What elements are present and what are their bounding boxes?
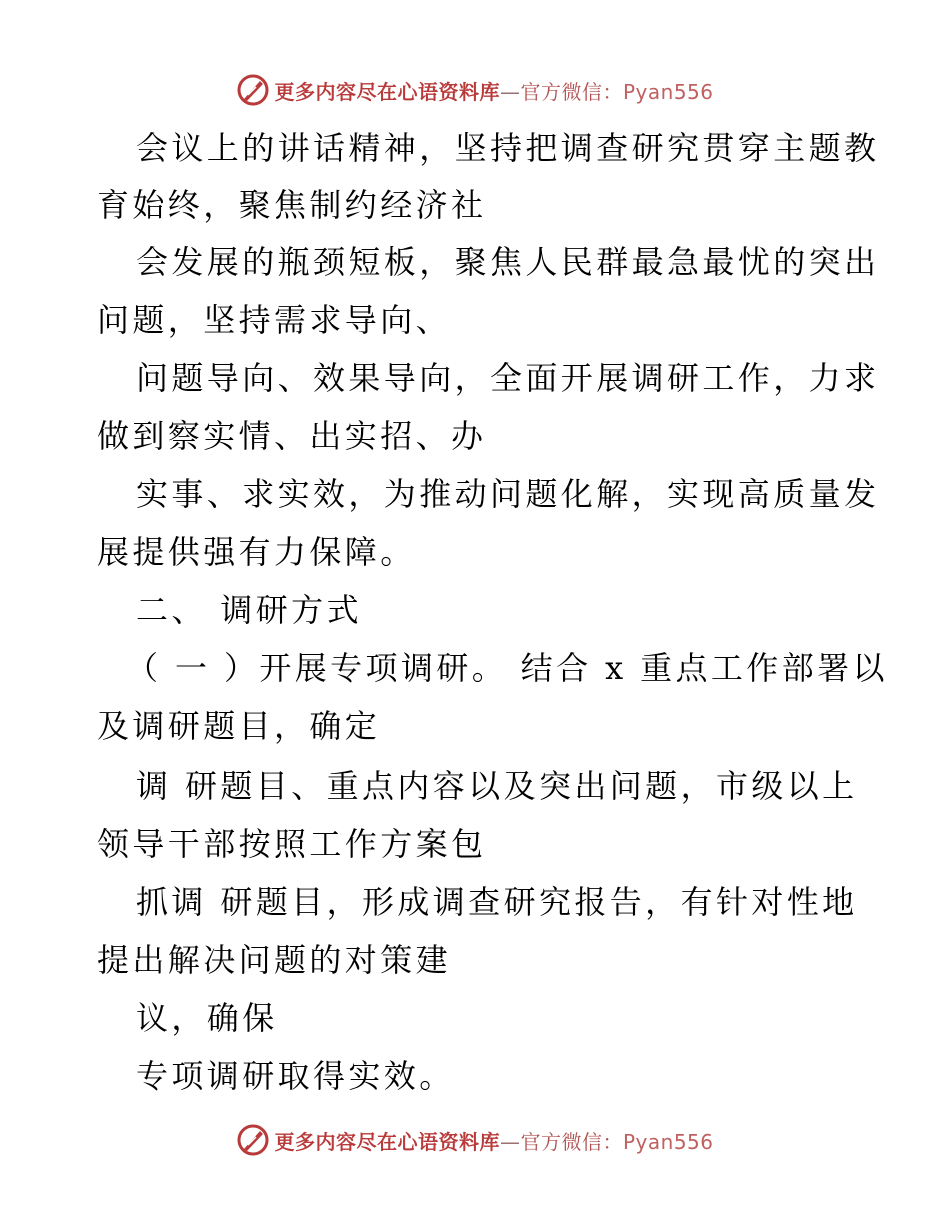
body-line: 专项调研取得实效。 — [136, 1057, 455, 1095]
footer-watermark — [0, 1122, 950, 1158]
watermark-wechat-id: Pyan556 — [622, 79, 714, 104]
body-line: 议，确保 — [136, 999, 278, 1037]
body-line: 做到察实情、出实招、办 — [97, 417, 487, 455]
body-line: 育始终，聚焦制约经济社 — [97, 186, 487, 224]
body-line: 领导干部按照工作方案包 — [97, 825, 487, 863]
watermark-separator: — — [499, 1129, 521, 1154]
watermark-site: 更多内容尽在心语资料库 — [274, 1129, 500, 1154]
watermark-official-label: 官方微信： — [520, 79, 623, 104]
quill-logo-icon — [236, 1123, 270, 1157]
body-line: 实事、求实效，为推动问题化解，实现高质量发 — [136, 475, 880, 513]
header-watermark — [0, 72, 950, 108]
body-line: 会议上的讲话精神，坚持把调查研究贯穿主题教 — [136, 129, 880, 167]
section-heading: 二、 调研方式 — [136, 591, 362, 629]
body-line: 问题，坚持需求导向、 — [97, 301, 452, 339]
watermark-separator: — — [499, 79, 521, 104]
body-line: 提出解决问题的对策建 — [97, 941, 452, 979]
watermark-official-label: 官方微信： — [520, 1129, 623, 1154]
watermark-text — [274, 76, 713, 105]
watermark-text — [274, 1126, 713, 1155]
body-line: 抓调 研题目，形成调查研究报告，有针对性地 — [136, 883, 858, 921]
body-line: 问题导向、效果导向，全面开展调研工作，力求 — [136, 359, 880, 397]
quill-logo-icon — [236, 73, 270, 107]
watermark-wechat-id: Pyan556 — [622, 1129, 714, 1154]
body-line: 调 研题目、重点内容以及突出问题，市级以上 — [136, 767, 858, 805]
watermark-site: 更多内容尽在心语资料库 — [274, 79, 500, 104]
body-line: 会发展的瓶颈短板，聚焦人民群最急最忧的突出 — [136, 243, 880, 281]
body-line: 及调研题目，确定 — [97, 707, 381, 745]
body-line: （ 一 ）开展专项调研。 结合 x 重点工作部署以 — [126, 649, 888, 687]
body-line: 展提供强有力保障。 — [97, 533, 416, 571]
